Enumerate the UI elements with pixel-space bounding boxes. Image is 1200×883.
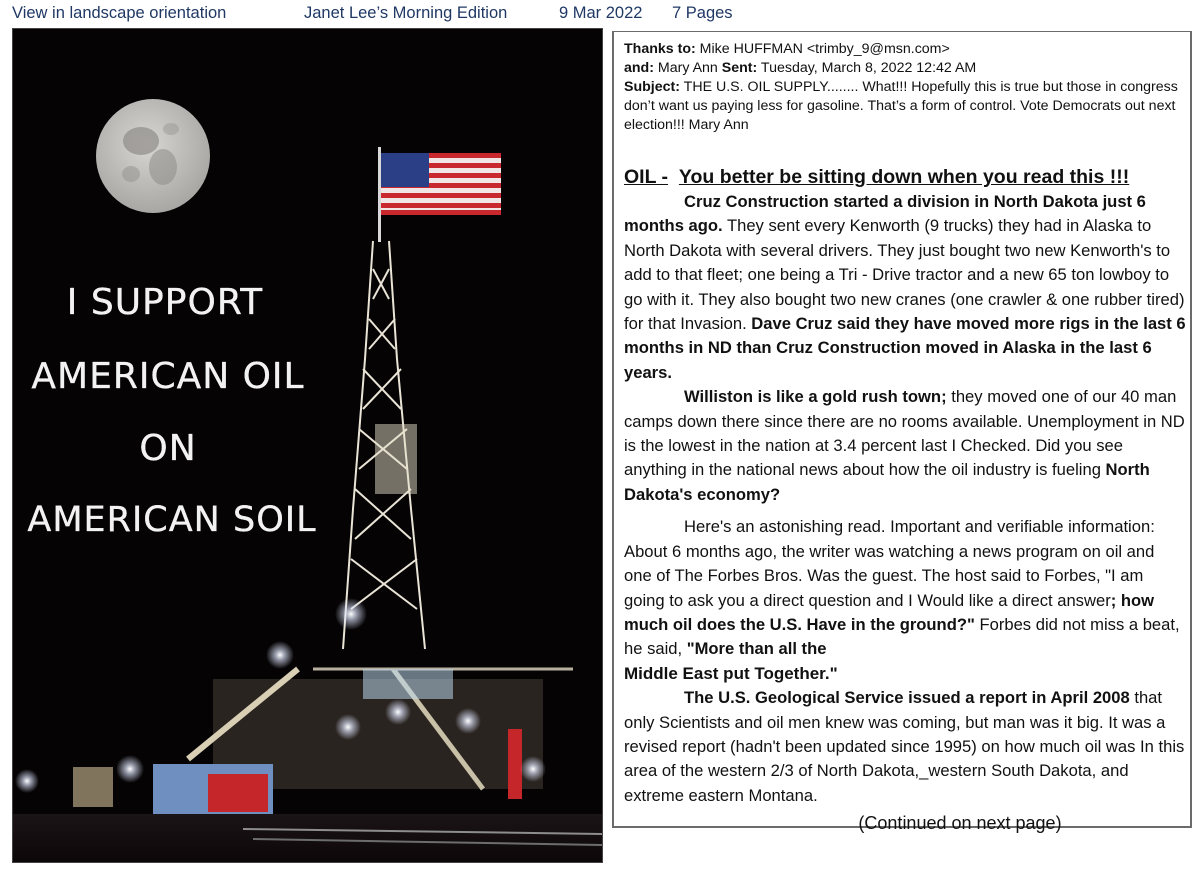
p1-bold-2: Dave Cruz said they have moved more rigs in the last 6 months in ND than Cruz Construction moved in Alaska in the last 6 years. bbox=[624, 314, 1186, 382]
paragraph-4 bbox=[624, 686, 1186, 808]
edition-title: Janet Lee’s Morning Edition bbox=[304, 4, 508, 22]
email-header bbox=[624, 40, 1184, 135]
poster-line-4: AMERICAN SOIL bbox=[27, 500, 317, 540]
poster-line-1: I SUPPORT bbox=[66, 282, 264, 323]
moon-graphic bbox=[96, 99, 210, 213]
article-body bbox=[624, 164, 1186, 836]
us-flag-graphic bbox=[378, 147, 501, 242]
p3-text-2: Forbes did not miss a beat, he said, bbox=[624, 614, 1180, 659]
and-value: Mary Ann bbox=[653, 60, 722, 76]
paragraph-3 bbox=[624, 515, 1186, 686]
poster-line-3: ON bbox=[139, 428, 197, 469]
p2-bold: Williston is like a gold rush town; bbox=[684, 387, 947, 407]
continued-note: (Continued on next page) bbox=[858, 813, 1062, 834]
thanks-value: Mike HUFFMAN <trimby_9@msn.com> bbox=[695, 41, 950, 57]
p1-bold: Cruz Construction started a division in North Dakota just 6 months ago. bbox=[624, 192, 1146, 236]
article-headline bbox=[624, 164, 1186, 190]
p3-bold-2: "More than all the bbox=[686, 639, 827, 659]
p2-text: they moved one of our 40 man camps down there since there are no rooms available. Unemployment in ND is the lowest in the nation at 3.4 percent last I Checked. Did you see anything in the national news about how the oil industry is fueling bbox=[624, 387, 1185, 480]
sent-value: Tuesday, March 8, 2022 12:42 AM bbox=[757, 60, 977, 76]
and-label: and: bbox=[624, 60, 654, 76]
headline-text: You better be sitting down when you read this !!! bbox=[678, 166, 1130, 188]
p4-text: that only Scientists and oil men knew was coming, but man was it big. It was a revised report (hadn't been updated since 1995) on how much oil was In this area of the western 2/3 of North Dakota,_western South Dakota, and extreme eastern Montana. bbox=[624, 688, 1185, 805]
subject-value: THE U.S. OIL SUPPLY........ What!!! Hopefully this is true but those in congress don’t want us paying less for gasoline. That’s a form of control. Vote Democrats out next election!!! Mary Ann bbox=[624, 79, 1178, 133]
edition-date: 9 Mar 2022 bbox=[559, 4, 643, 22]
p1-text: They sent every Kenworth (9 trucks) they had in Alaska to North Dakota with several drivers. They just bought two new Kenworth's to add to that fleet; one being a Tri - Drive tractor and a new 65 ton lowboy to go with it. They also bought two new cranes (one crawler & one rubber tired) for that Invasion. bbox=[624, 216, 1185, 334]
page-count: 7 Pages bbox=[672, 4, 733, 22]
page-header bbox=[12, 4, 772, 26]
sent-label: Sent: bbox=[721, 60, 758, 76]
landscape-orientation-link[interactable]: View in landscape orientation bbox=[12, 4, 227, 22]
p3-bold: ; how much oil does the U.S. Have in the ground?" bbox=[624, 590, 1155, 634]
oil-derrick-graphic bbox=[343, 241, 425, 649]
subject-line bbox=[624, 78, 1184, 135]
rig-base-graphic bbox=[13, 669, 603, 863]
oil-rig-poster-image bbox=[12, 28, 603, 863]
subject-label: Subject: bbox=[624, 79, 680, 95]
thanks-line bbox=[624, 40, 1184, 59]
article-box bbox=[612, 31, 1192, 834]
poster-line-2: AMERICAN OIL bbox=[31, 356, 305, 397]
paragraph-2 bbox=[624, 385, 1186, 507]
headline-prefix: OIL - bbox=[624, 166, 669, 188]
paragraph-1 bbox=[624, 190, 1186, 385]
p3-bold-3: Middle East put Together." bbox=[624, 663, 838, 683]
p2-bold-2: North Dakota's economy? bbox=[624, 460, 1150, 504]
p3-text: Here's an astonishing read. Important and verifiable information: About 6 months ago, the writer was watching a news program on oil and one of The Forbes Bros. Was the guest. The host said to Forbes, "I am going to ask you a direct question and I Would like a direct answer bbox=[624, 517, 1155, 610]
and-sent-line bbox=[624, 59, 1184, 78]
thanks-label: Thanks to: bbox=[624, 41, 696, 57]
p4-bold: The U.S. Geological Service issued a report in April 2008 bbox=[684, 688, 1130, 708]
